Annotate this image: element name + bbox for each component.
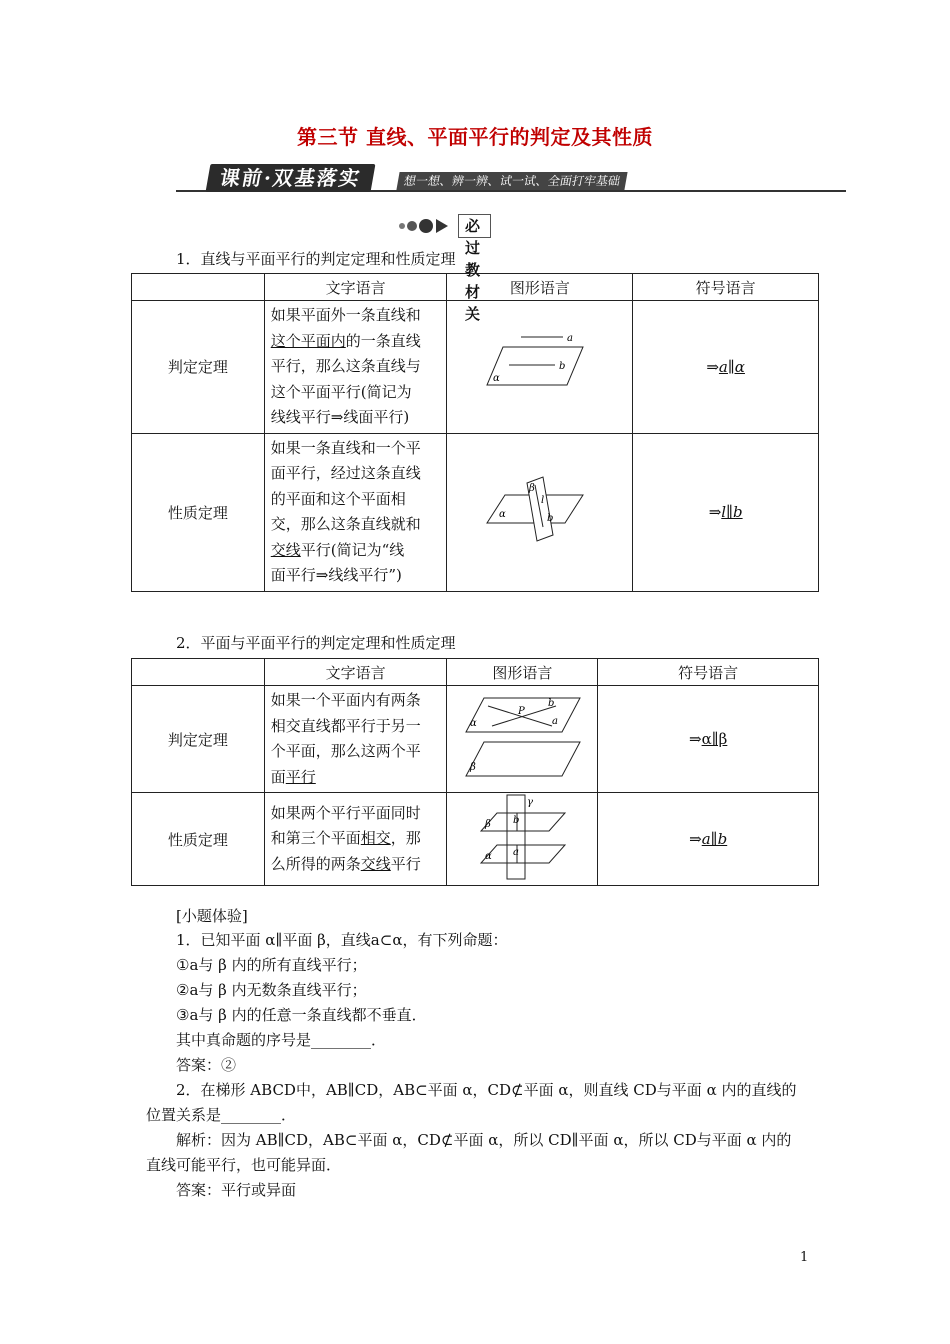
- fig-label-beta: β: [528, 483, 535, 494]
- row-label: 性质定理: [132, 433, 265, 591]
- header-cell: 图形语言: [447, 659, 598, 686]
- fig-label-alpha: α: [485, 851, 493, 862]
- fig-label-l: l: [540, 495, 545, 506]
- row-label: 性质定理: [132, 793, 265, 886]
- underlined-term: 交线: [270, 540, 301, 559]
- symbol-expression: a∥α: [718, 357, 745, 376]
- q1-ask: 其中真命题的序号是________．: [176, 1031, 387, 1049]
- fig-label-beta: β: [485, 819, 492, 830]
- header-cell: [132, 659, 265, 686]
- header-cell: 图形语言: [447, 274, 633, 301]
- symbol-expression: α∥β: [701, 730, 728, 748]
- text-line: 如果两个平行平面同时: [270, 803, 421, 822]
- line-plane-table: [131, 273, 819, 592]
- header-cell: 符号语言: [633, 274, 819, 301]
- fig-label-gamma: γ: [527, 797, 534, 808]
- text-fragment: 么所得的两条: [270, 854, 361, 873]
- parallel-planes-property-diagram: [477, 793, 567, 881]
- implies-symbol: ⇒: [689, 830, 702, 848]
- text-fragment: 平行: [390, 854, 421, 873]
- banner-sub-label: 想一想、辨一辨、试一试、全面打牢基础: [396, 172, 627, 190]
- section1-heading: 1．直线与平面平行的判定定理和性质定理: [176, 250, 456, 268]
- q1-item: ③a与 β 内的任意一条直线都不垂直．: [176, 1006, 427, 1024]
- text-line: 平行，那么这条直线与: [270, 357, 421, 375]
- underlined-term: 平行: [285, 767, 316, 786]
- text-line: [271, 538, 441, 564]
- fig-label-b: b: [546, 513, 554, 524]
- q2-stem-line1: 2．在梯形 ABCD中，AB∥CD，AB⊂平面 α，CD⊄平面 α，则直线 CD与平面 α 内的直线的: [176, 1081, 797, 1099]
- text-line: 如果一条直线和一个平: [270, 438, 421, 457]
- text-fragment: 和第三个平面: [270, 829, 361, 848]
- banner-main-label: 课前·双基落实: [206, 164, 376, 192]
- figure-cell: [447, 793, 598, 886]
- text-language-cell: [264, 433, 447, 591]
- symbol-cell: [598, 686, 819, 793]
- q2-answer: 答案：平行或异面: [176, 1181, 297, 1199]
- line-plane-intersection-diagram: [485, 475, 595, 545]
- symbol-expression: a∥b: [701, 830, 728, 848]
- fig-label-alpha: α: [498, 509, 506, 520]
- underlined-term: 相交: [360, 829, 391, 848]
- text-line: [271, 329, 441, 355]
- symbol-cell: [633, 433, 819, 591]
- symbol-cell: [633, 301, 819, 434]
- table-header-row: [132, 659, 819, 686]
- table-row: [132, 301, 819, 434]
- text-line: [271, 765, 441, 791]
- text-line: 面平行⇒线线平行”): [270, 566, 402, 584]
- header-cell: 文字语言: [264, 659, 447, 686]
- table-row: [132, 433, 819, 591]
- figure-cell: [447, 686, 598, 793]
- fig-label-a: a: [566, 334, 573, 344]
- exercise-heading: [小题体验]: [176, 907, 248, 925]
- underlined-term: 这个平面内: [270, 331, 346, 350]
- text-line: 交，那么这条直线就和: [270, 515, 421, 533]
- text-line: 这个平面平行(简记为: [270, 382, 412, 401]
- page-number: 1: [800, 1250, 809, 1265]
- text-line: 线线平行⇒线面平行): [270, 408, 410, 426]
- text-fragment: 的一条直线: [345, 331, 421, 350]
- q1-answer: 答案：②: [176, 1056, 237, 1074]
- text-line: 个平面，那么这两个平: [270, 742, 421, 760]
- fig-label-beta: β: [470, 762, 477, 773]
- q1-item: ②a与 β 内无数条直线平行；: [176, 981, 367, 999]
- figure-cell: [447, 301, 633, 434]
- text-language-cell: [264, 686, 447, 793]
- text-line: [271, 826, 441, 852]
- header-cell: 符号语言: [598, 659, 819, 686]
- figure-cell: [447, 433, 633, 591]
- fig-label-alpha: α: [492, 372, 500, 384]
- text-line: [271, 852, 441, 878]
- fig-label-b: b: [548, 698, 555, 709]
- symbol-cell: [598, 793, 819, 886]
- underlined-term: 交线: [360, 854, 391, 873]
- text-language-cell: [264, 793, 447, 886]
- fig-label-a: a: [513, 847, 520, 858]
- text-fragment: 面: [270, 767, 286, 786]
- text-line: 面平行，经过这条直线: [270, 464, 421, 482]
- table-row: [132, 793, 819, 886]
- section-banner: [176, 164, 846, 194]
- text-line: 如果平面外一条直线和: [270, 306, 421, 324]
- text-line: 相交直线都平行于另一: [270, 716, 421, 735]
- section2-heading: 2．平面与平面平行的判定定理和性质定理: [176, 634, 456, 652]
- q2-analysis-line2: 直线可能平行，也可能异面．: [146, 1156, 342, 1174]
- implies-symbol: ⇒: [689, 730, 702, 748]
- text-line: 的平面和这个平面相: [270, 489, 406, 508]
- text-fragment: ，那: [390, 829, 421, 848]
- q2-stem-line2: 位置关系是________．: [146, 1106, 297, 1124]
- text-fragment: 平行(简记为“线: [300, 540, 405, 559]
- symbol-expression: l∥b: [721, 503, 743, 521]
- line-parallel-plane-diagram: [485, 335, 595, 395]
- header-cell: [132, 274, 265, 301]
- table-row: [132, 686, 819, 793]
- row-label: 判定定理: [132, 301, 265, 434]
- fig-label-a: a: [552, 716, 559, 727]
- q1-item: ①a与 β 内的所有直线平行；: [176, 956, 367, 974]
- fig-label-p: P: [518, 706, 526, 717]
- fig-label-b: b: [513, 815, 520, 826]
- plane-plane-table: [131, 658, 819, 886]
- q1-stem: 1．已知平面 α∥平面 β，直线a⊂α，有下列命题：: [176, 931, 508, 949]
- fig-label-b: b: [558, 360, 566, 372]
- parallel-planes-criterion-diagram: [462, 694, 582, 780]
- row-label: 判定定理: [132, 686, 265, 793]
- table-header-row: [132, 274, 819, 301]
- implies-symbol: ⇒: [706, 357, 719, 376]
- header-cell: 文字语言: [264, 274, 447, 301]
- fig-label-alpha: α: [470, 718, 478, 729]
- implies-symbol: ⇒: [708, 503, 722, 521]
- bullet-dots-icon: [396, 218, 456, 234]
- page-title: 第三节 直线、平面平行的判定及其性质: [297, 125, 653, 149]
- tag-label: 必过教材关: [458, 214, 491, 238]
- text-line: 如果一个平面内有两条: [270, 691, 421, 709]
- q2-analysis-line1: 解析：因为 AB∥CD，AB⊂平面 α，CD⊄平面 α，所以 CD∥平面 α，所以 CD与平面 α 内的: [176, 1131, 792, 1149]
- text-language-cell: [264, 301, 447, 434]
